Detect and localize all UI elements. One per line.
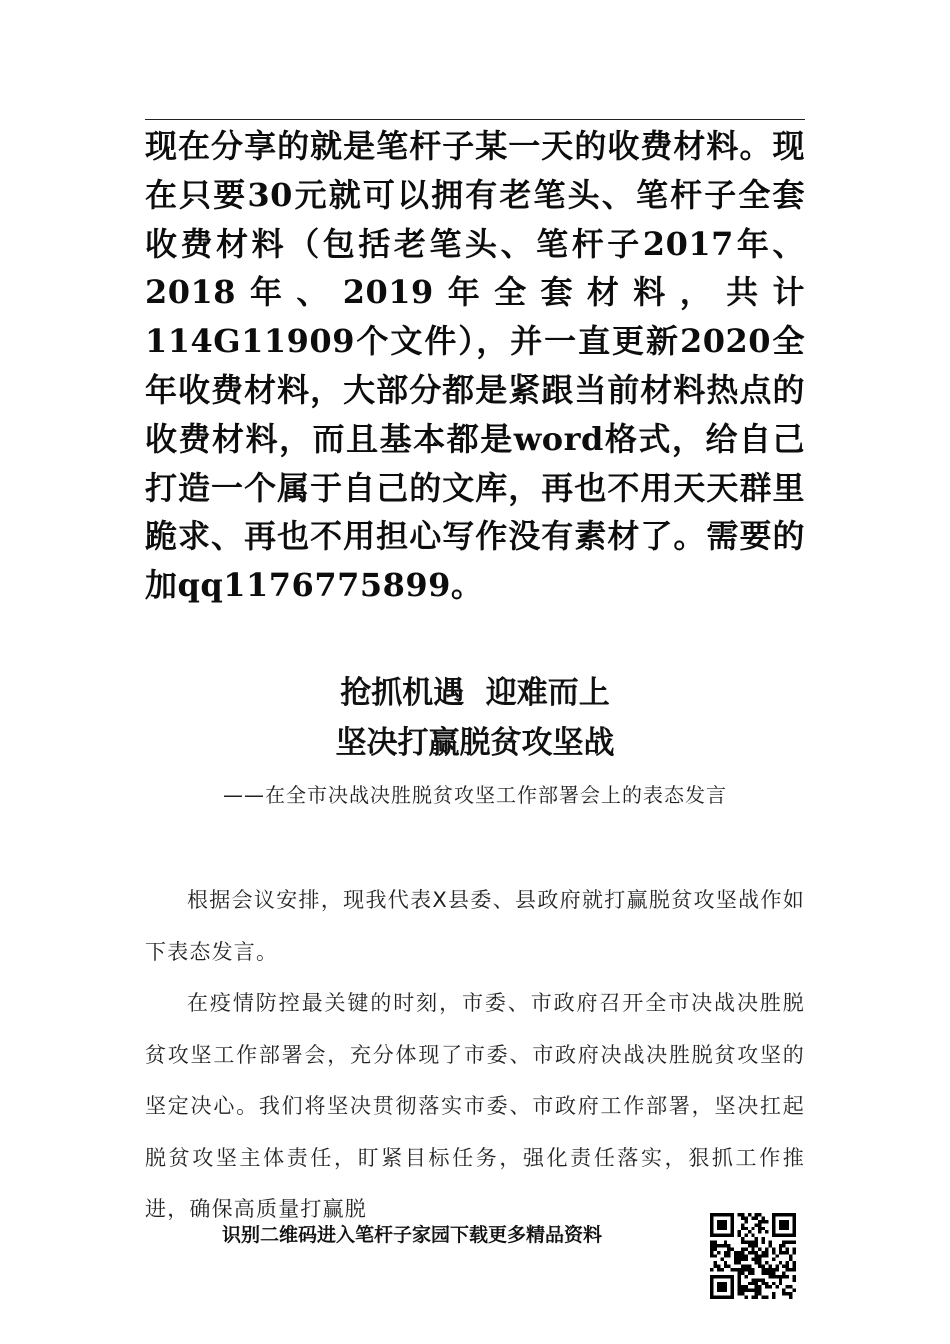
article-paragraph-2: 在疫情防控最关键的时刻，市委、市政府召开全市决战决胜脱贫攻坚工作部署会，充分体现了市委、市政府决战决胜脱贫攻坚的坚定决心。我们将坚决贯彻落实市委、市政府工作部署，坚决扛起脱贫攻坚主体责任，盯紧目标任务，强化责任落实，狠抓工作推进，确保高质量打赢脱 (145, 991, 805, 1220)
promo-paragraph: 现在分享的就是笔杆子某一天的收费材料。现在只要30元就可以拥有老笔头、笔杆子全套收费材料（包括老笔头、笔杆子2017年、2018年、2019年全套材料，共计114G11909个文件），并一直更新2020全年收费材料，大部分都是紧跟当前材料热点的收费材料，而且基本都是word格式，给自己打造一个属于自己的文库，再也不用天天群里跪求、再也不用担心写作没有素材了。需要的加qq1176775899。 (145, 127, 805, 605)
article-paragraph-1: 根据会议安排，现我代表X县委、县政府就打赢脱贫攻坚战作如下表态发言。 (145, 888, 805, 964)
footer-qr-caption: 识别二维码进入笔杆子家园下载更多精品资料 (222, 1224, 603, 1246)
top-rule (145, 119, 805, 120)
article-body (145, 875, 805, 1220)
qr-code-icon[interactable] (710, 1213, 796, 1299)
article-title-line2: 坚决打赢脱贫攻坚战 (335, 725, 615, 761)
article-subtitle: ——在全市决战决胜脱贫攻坚工作部署会上的表态发言 (223, 783, 727, 807)
article-title-line1: 抢抓机遇 迎难而上 (340, 675, 610, 711)
